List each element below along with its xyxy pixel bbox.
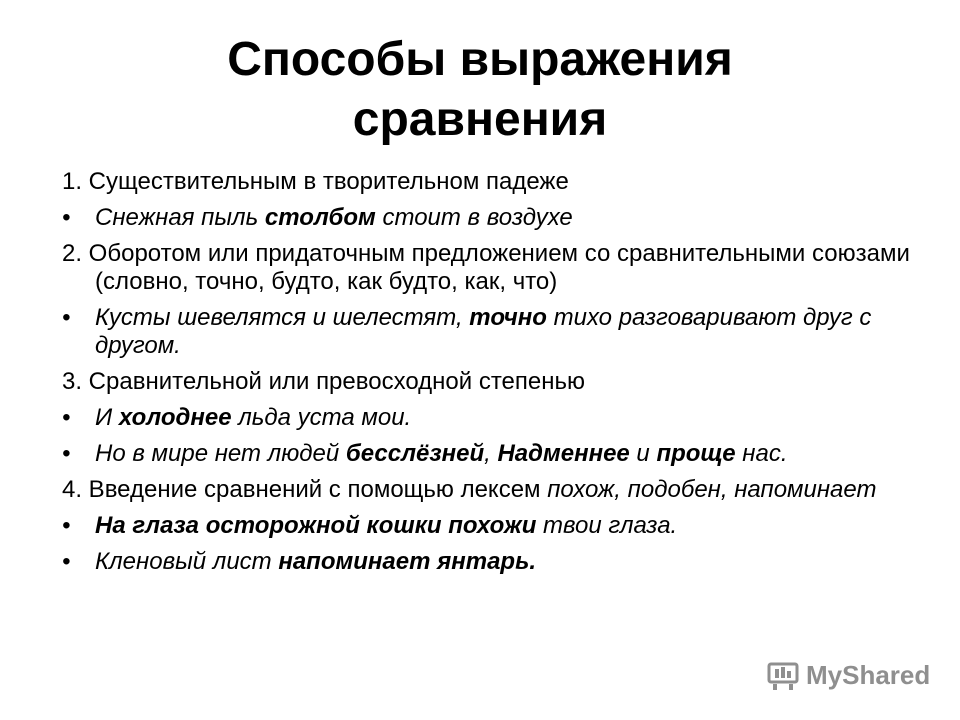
example-text: льда уста мои.	[231, 404, 412, 431]
example-text: стоит в воздухе	[375, 204, 573, 231]
example-keyword: напоминает янтарь.	[278, 548, 536, 575]
bullet-example-3	[62, 404, 922, 432]
bullet-marker: •	[62, 512, 71, 539]
example-text: и	[629, 440, 657, 467]
item-3-text: 3. Сравнительной или превосходной степенью	[62, 368, 585, 395]
bullet-example-6	[62, 548, 922, 576]
item-4-text: 4. Введение сравнений с помощью лексем	[62, 476, 548, 503]
item-1	[62, 168, 922, 196]
bullet-marker: •	[62, 404, 71, 431]
bullet-example-4	[62, 440, 922, 468]
example-keyword: холоднее	[118, 404, 232, 431]
bullet-marker: •	[62, 440, 71, 467]
bullet-example-1	[62, 204, 922, 232]
example-keyword: На глаза осторожной кошки похожи	[95, 512, 537, 539]
example-text: нас.	[735, 440, 788, 467]
bullet-example-2	[62, 304, 922, 360]
bullet-marker: •	[62, 304, 71, 331]
content-list	[62, 168, 922, 584]
slide-title	[0, 30, 960, 150]
item-4	[62, 476, 922, 504]
example-keyword: точно	[469, 304, 547, 331]
example-text: тихо разговаривают друг с другом.	[95, 304, 872, 359]
example-text: И	[95, 404, 119, 431]
title-line-2: сравнения	[352, 93, 608, 146]
example-text: Но в мире нет людей	[95, 440, 346, 467]
watermark-text: MyShared	[806, 659, 931, 690]
example-text: Кленовый лист	[95, 548, 279, 575]
item-4-lexemes: похож, подобен, напоминает	[547, 476, 877, 503]
example-text: ,	[484, 440, 498, 467]
title-line-1: Способы выражения	[227, 33, 733, 86]
myshared-watermark	[766, 658, 930, 692]
example-keyword: Надменнее	[497, 440, 630, 467]
item-3	[62, 368, 922, 396]
example-keyword: столбом	[264, 204, 376, 231]
item-1-text: 1. Существительным в творительном падеже	[62, 168, 569, 195]
item-2-text: 2. Оборотом или придаточным предложением со сравнительными союзами (словно, точно, будто, как будто, как, что)	[62, 240, 910, 295]
myshared-logo-icon	[766, 658, 800, 692]
example-text: твои глаза.	[536, 512, 678, 539]
example-text: Кусты шевелятся и шелестят,	[95, 304, 470, 331]
bullet-marker: •	[62, 548, 71, 575]
item-2	[62, 240, 922, 296]
example-keyword: проще	[656, 440, 736, 467]
example-text: Снежная пыль	[95, 204, 265, 231]
example-keyword: бесслёзней	[345, 440, 485, 467]
bullet-example-5	[62, 512, 922, 540]
bullet-marker: •	[62, 204, 71, 231]
